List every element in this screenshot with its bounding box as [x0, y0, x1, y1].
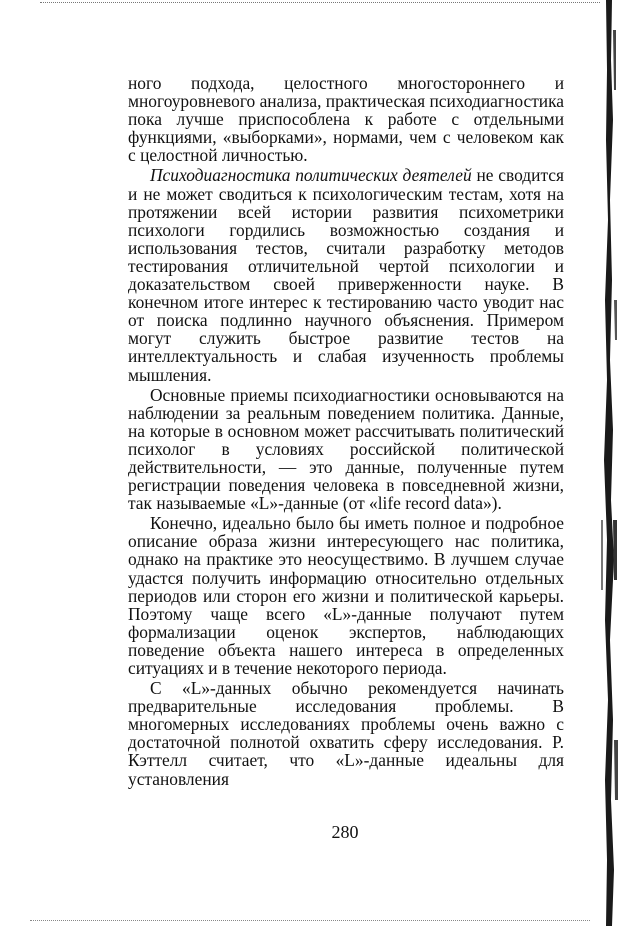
- paragraph-text: Основные приемы психодиагностики основываются на наблюдении за реальным поведением политика. Данные, на которые в основном может рассчитывать политический психолог в условиях российской политической действительности, — это данные, полученные путем регистрации поведения человека в повседневной жизни, так называемые «L»-данные (от «life record data»).: [128, 384, 564, 514]
- scan-edge-bottom: [30, 920, 590, 924]
- paragraph-italic-lead: Психодиагностика политических деятелей: [150, 165, 472, 186]
- paragraph: [128, 514, 564, 677]
- book-spine-shadow: [598, 0, 620, 926]
- paragraph-text: Конечно, идеально было бы иметь полное и подробное описание образа жизни интересующего нас политика, однако на практике это неосуществимо. В лучшем случае удастся получить информацию относительно отдельных периодов или сторон его жизни и политической карьеры. Поэтому чаще всего «L»-данные получают путем формализации оценок экспертов, наблюдающих поведение объекта нашего интереса в определенных ситуациях и в течение некоторого периода.: [128, 513, 564, 678]
- page-number: 280: [331, 822, 359, 842]
- paragraph-text: не сводится и не может сводиться к психологическим тестам, хотя на протяжении всей истории развития психометрики психологи гордились возможностью создания и использования тестов, считали разработку методов тестирования отличительной чертой психологии и доказательством своей приверженности науке. В конечном итоге интерес к тестированию часто уводит нас от поиска подлинно научного объяснения. Примером могут служить быстрое развитие тестов на интеллектуальность и слабая изученность проблемы мышления.: [128, 165, 564, 385]
- paragraph: [128, 679, 564, 788]
- paragraph: [128, 74, 564, 164]
- paragraph: [128, 386, 564, 513]
- paragraph-text: ного подхода, целостного многостороннего и многоуровневого анализа, практическая психодиагностика пока лучше приспособлена к работе с отдельными функциями, «выборками», нормами, чем с человеком как с целостной личностью.: [128, 73, 565, 166]
- scan-edge-top: [40, 2, 600, 6]
- paragraph: [128, 166, 564, 383]
- paragraph-text: С «L»-данных обычно рекомендуется начинать предварительные исследования проблемы. В многомерных исследованиях проблемы очень важно с достаточной полнотой охватить сферу исследования. Р. Кэттелл считает, что «L»-данные идеальны для установления: [128, 678, 564, 789]
- body-text: [128, 74, 564, 790]
